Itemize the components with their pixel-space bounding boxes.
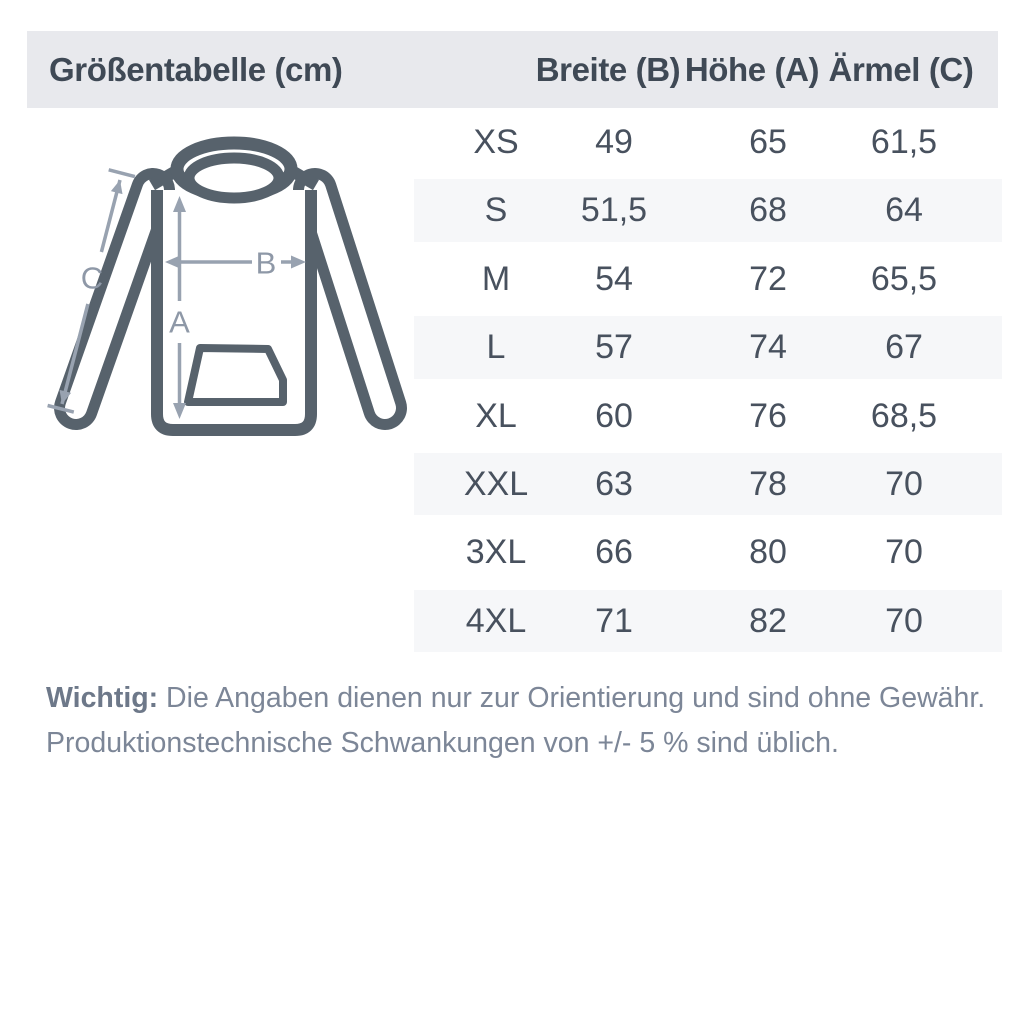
cell-size: XL — [475, 396, 517, 435]
label-b: B — [255, 245, 277, 281]
cell-aermel: 67 — [885, 328, 923, 367]
cell-breite: 66 — [595, 533, 633, 572]
size-chart-header — [27, 31, 998, 108]
cell-hoehe: 72 — [749, 259, 787, 298]
cell-hoehe: 82 — [749, 601, 787, 640]
note-text-1: Die Angaben dienen nur zur Orientierung und sind ohne Gewähr. — [158, 682, 986, 714]
cell-hoehe: 78 — [749, 464, 787, 503]
cell-hoehe: 74 — [749, 328, 787, 367]
label-a: A — [169, 304, 190, 340]
hoodie-diagram — [30, 120, 415, 465]
cell-breite: 63 — [595, 464, 633, 503]
page-title: Größentabelle (cm) — [49, 51, 343, 88]
column-header-hoehe: Höhe (A) — [684, 51, 820, 88]
cell-breite: 60 — [595, 396, 633, 435]
cell-aermel: 70 — [885, 601, 923, 640]
cell-size: XS — [473, 123, 519, 161]
table-row — [414, 587, 1002, 655]
hoodie-outline — [76, 143, 385, 430]
table-row — [414, 108, 1002, 176]
cell-breite: 57 — [595, 328, 633, 367]
cell-size: 4XL — [465, 601, 527, 640]
cell-hoehe: 68 — [749, 191, 787, 230]
table-row — [414, 450, 1002, 518]
cell-size: L — [486, 328, 506, 367]
cell-breite: 49 — [595, 123, 633, 161]
cell-aermel: 70 — [885, 533, 923, 572]
cell-breite: 71 — [595, 601, 633, 640]
table-row — [414, 518, 1002, 586]
column-header-breite: Breite (B) — [535, 51, 681, 88]
size-table — [414, 108, 1002, 655]
disclaimer-note — [46, 676, 986, 766]
cell-aermel: 65,5 — [870, 259, 938, 298]
cell-hoehe: 76 — [749, 396, 787, 435]
label-c: C — [80, 260, 104, 296]
table-row — [414, 245, 1002, 313]
table-row — [414, 176, 1002, 244]
cell-size: XXL — [463, 464, 529, 503]
cell-breite: 51,5 — [580, 191, 648, 230]
cell-aermel: 70 — [885, 464, 923, 503]
note-lead: Wichtig: — [46, 682, 159, 714]
cell-hoehe: 65 — [749, 123, 787, 161]
table-row — [414, 382, 1002, 450]
note-line1 — [46, 676, 986, 721]
note-text-2: Produktionstechnische Schwankungen von +/- 5 % sind üblich. — [46, 727, 839, 759]
cell-aermel: 68,5 — [870, 396, 938, 435]
cell-size: M — [481, 259, 511, 298]
cell-size: S — [484, 191, 508, 230]
cell-hoehe: 80 — [749, 533, 787, 572]
column-header-aermel: Ärmel (C) — [828, 51, 974, 88]
cell-size: 3XL — [465, 533, 527, 572]
cell-breite: 54 — [595, 259, 633, 298]
table-row — [414, 313, 1002, 381]
cell-aermel: 61,5 — [870, 123, 938, 161]
cell-aermel: 64 — [885, 191, 923, 230]
